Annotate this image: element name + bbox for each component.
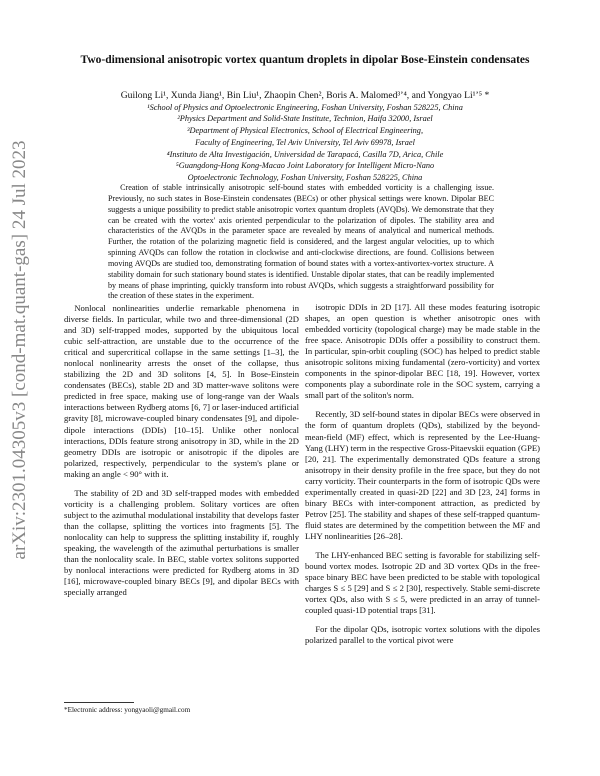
affiliation-1: ¹School of Physics and Optoelectronic Engineering, Foshan University, Foshan 528225, China [147,102,463,112]
affiliation-5-cont: Optoelectronic Technology, Foshan University, Foshan 528225, China [187,172,423,182]
body-column-left [64,303,299,598]
paragraph: Recently, 3D self-bound states in dipolar BECs were observed in the form of quantum droplets (QDs), stabilized by the beyond-mean-field (MF) effect, which is represented by the Lee-Huang-Yang (LHY) term in the respective Gross-Pitaevskii equation (GPE) [20, 21]. The experimentally demonstrated QDs feature a strong anisotropy in their density profile in the free space, but they do not carry vorticity. Their counterparts in the form of isotropic QDs were experimentally created in quasi-2D [22] and 3D [23, 24] forms in binary BECs with inter-component attraction, as predicted by Petrov [25]. The stability and shapes of these self-trapped quantum-fluid states are determined by the competition between the MF and LHY nonlinearities [26–28]. [305,409,540,541]
affiliation-3: ³Department of Physical Electronics, School of Electrical Engineering, [186,126,424,136]
body-column-right [305,302,540,646]
paper-title: Two-dimensional anisotropic vortex quantum droplets in dipolar Bose-Einstein condensates [80,54,530,66]
paragraph: isotropic DDIs in 2D [17]. All these modes featuring isotropic shapes, an open question is whether anisotropic ones with embedded vorticity (topological charge) may be made stable in the free space. Anisotropic DDIs offer a possibility to construct them. In particular, spin-orbit coupling (SOC) has helped to predict stable anisotropic solitons mixing fundamental (zero-vorticity) and vortex components in the spinor-dipolar BEC [18, 19]. However, vortex components play a subordinate role in the SOC system, carrying a small part of the soliton's norm. [305,302,540,401]
paragraph: For the dipolar QDs, isotropic vortex solutions with the dipoles polarized parallel to the vortical pivot were [305,624,540,646]
author-block [60,90,550,184]
footnote-email: *Electronic address: yongyaoli@gmail.com [64,706,191,714]
abstract: Creation of stable intrinsically anisotropic self-bound states with embedded vorticity is a challenging issue. Previously, no such states in Bose-Einstein condensates (BECs) or other physical settings were known. Dipolar BEC suggests a unique possibility to predict stable anisotropic vortex quantum droplets (AVQDs). We demonstrate that they can be created with the vortex' axis oriented perpendicular to the polarization of dipoles. The stability area and characteristics of the AVQDs in the parameter space are revealed by means of analytical and numerical methods. Further, the rotation of the polarizing magnetic field is considered, and the largest angular velocities, up to which spinning AVQDs can follow the rotation in clockwise and anti-clockwise directions, are found. Collisions between moving AVQDs are studied too, demonstrating formation of bound states with a vortex-antivortex-vortex structure. A stability domain for such stationary bound states is identified. Unstable dipolar states, that can be readily implemented by means of phase imprinting, quickly transform into robust AVQDs, which suggests a straightforward possibility for the creation of these states in the experiment. [108,183,494,301]
affiliation-5: ⁵Guangdong-Hong Kong-Macao Joint Laboratory for Intelligent Micro-Nano [175,161,435,171]
paragraph: The LHY-enhanced BEC setting is favorable for stabilizing self-bound vortex modes. Isotropic 2D and 3D vortex QDs in the free-space binary BEC have been predicted to be stable with topological charges S ≤ 5 [29] and S ≤ 2 [30], respectively. Stable semi-discrete vortex QDs, also with S ≤ 5, were predicted in an array of tunnel-coupled quasi-1D potential traps [31]. [305,549,540,616]
affiliation-3-cont: Faculty of Engineering, Tel Aviv University, Tel Aviv 69978, Israel [195,137,415,147]
affiliation-2: ²Physics Department and Solid-State Institute, Technion, Haifa 32000, Israel [177,114,433,124]
footnote-divider [64,702,134,703]
affiliation-4: ⁴Instituto de Alta Investigación, Universidad de Tarapacá, Casilla 7D, Arica, Chile [166,149,444,159]
arxiv-side-stamp [0,140,40,560]
arxiv-identifier: arXiv:2301.04305v3 [cond-mat.quant-gas] 24 Jul 2023 [9,140,30,560]
paragraph: Nonlocal nonlinearities underlie remarkable phenomena in diverse fields. In particular, while two and three-dimensional (2D and 3D) self-trapped modes, supported by the ubiquitous local cubic self-attraction, are unstable due to the occurrence of the critical and supercritical collapse in the same settings [1–3], the nonlocal nonlinearity arrests the onset of the collapse, thus stabilizing the 2D and 3D solitons [4, 5]. In Bose-Einstein condensates (BECs), stable 2D and 3D matter-wave solitons were predicted in free space, making use of long-range van der Waals interactions between Rydberg atoms [6, 7] or laser-induced artificial gravity [8], microwave-coupled binary condensates [9], and dipole-dipole interactions (DDIs) [10–15]. Unlike other nonlocal interactions, DDIs feature strong anisotropy in 3D, while in the 2D geometry DDIs are isotropic or anisotropic if the dipoles are polarized, respectively, perpendicular to the system's plane or making an angle < 90° with it. [64,303,299,479]
paragraph: The stability of 2D and 3D self-trapped modes with embedded vorticity is a challenging problem. Solitary vortices are often subject to the azimuthal modulational instability that develops faster than the collapse, splitting the vortices into fragments [5]. The nonlocality can help to suppress the splitting instability if, roughly speaking, the wavelength of the azimuthal perturbations is smaller than the nonlocality scale. In BEC, stable vortex solitons supported by nonlocal interactions were predicted for Rydberg atoms in 3D [16], microwave-coupled binary BECs [9], and dipolar BECs with specially arranged [64,487,299,598]
author-list: Guilong Li¹, Xunda Jiang¹, Bin Liu¹, Zhaopin Chen², Boris A. Malomed³ʼ⁴, and Yongyao Li¹ʼ⁵ * [120,90,490,101]
